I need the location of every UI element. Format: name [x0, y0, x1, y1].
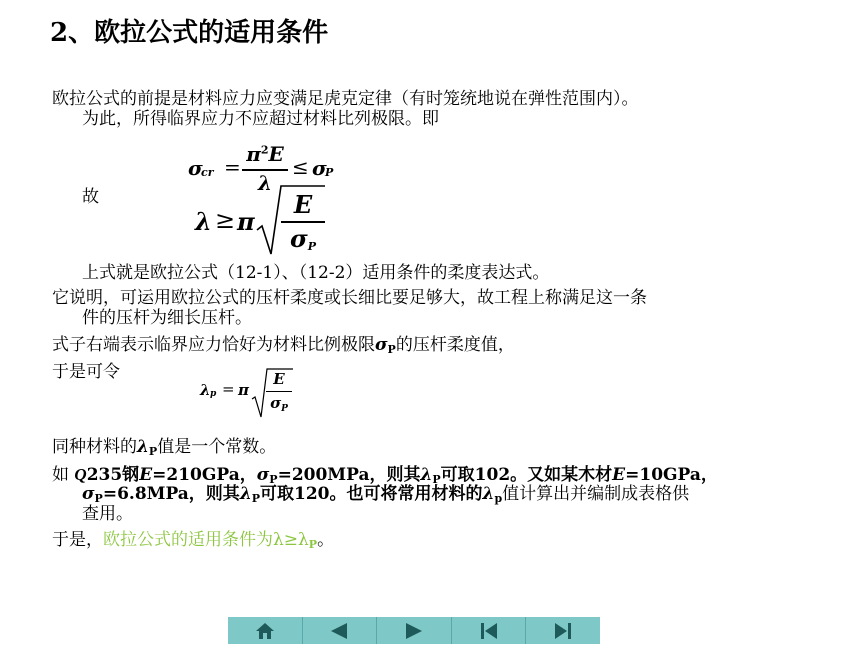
text: =6.8MPa，则其 — [102, 484, 240, 504]
equals-sign: = — [222, 380, 235, 398]
paragraph-7-line-1 — [52, 465, 718, 485]
p-subscript: P — [251, 492, 261, 505]
pi-symbol: π — [238, 381, 249, 399]
sigma-symbol: σ — [188, 156, 203, 180]
previous-button[interactable] — [303, 617, 378, 644]
next-button[interactable] — [377, 617, 452, 644]
p-subscript: P — [387, 343, 396, 356]
limit-slenderness-formula — [200, 365, 300, 421]
e-symbol: E — [268, 142, 284, 166]
ge-sign: ≥ — [215, 206, 236, 234]
first-icon — [478, 621, 500, 641]
text: 可取120。也可将常用材料的 — [260, 484, 483, 504]
e-symbol: E — [273, 370, 285, 388]
lambda-symbol: λ — [257, 171, 273, 195]
e-symbol: E — [612, 465, 626, 485]
home-icon — [254, 621, 276, 641]
text: 可取102。又如某木材 — [440, 465, 613, 485]
squared-superscript: 2 — [260, 143, 269, 157]
paragraph-6-text-end: 值是一个常数。 — [157, 437, 277, 457]
e-symbol: E — [293, 190, 313, 219]
therefore-label: 故 — [82, 187, 99, 207]
paragraph-2: 上式就是欧拉公式（12-1）、（12-2）适用条件的柔度表达式。 — [82, 263, 550, 283]
p-subscript: P — [94, 492, 103, 505]
slide-title: 2、欧拉公式的适用条件 — [50, 18, 329, 48]
sigma-symbol: σ — [82, 484, 95, 504]
last-icon — [552, 621, 574, 641]
p-subscript: P — [148, 445, 158, 458]
home-button[interactable] — [228, 617, 303, 644]
text: 235钢 — [86, 465, 140, 485]
le-sign: ≤ — [292, 155, 309, 179]
text: =10GPa， — [625, 465, 718, 485]
sigma-p-symbol: σ — [312, 156, 327, 180]
paragraph-3-line-1: 它说明，可运用欧拉公式的压杆柔度或长细比要足够大，故工程上称满足这一条 — [52, 288, 647, 308]
slenderness-formula — [195, 180, 335, 258]
lambda-symbol: λ — [137, 437, 149, 457]
sigma-symbol: σ — [270, 394, 282, 412]
q-symbol: Q — [74, 465, 87, 484]
next-icon — [403, 621, 425, 641]
pi-symbol: π — [246, 142, 261, 166]
highlighted-condition: 欧拉公式的适用条件为λ≥λ — [103, 530, 309, 550]
fraction-bar — [266, 391, 292, 392]
sigma-p-denominator — [281, 224, 325, 253]
lambda-symbol: λ — [239, 484, 252, 504]
cr-subscript: cr — [201, 166, 214, 179]
paragraph-4-text: 式子右端表示临界应力恰好为材料比例极限 — [52, 335, 375, 355]
paragraph-7-line-2 — [52, 485, 689, 504]
p-subscript: p — [210, 389, 217, 399]
sigma-symbol: σ — [256, 465, 270, 485]
last-button[interactable] — [526, 617, 600, 644]
text: =200MPa，则其 — [277, 465, 421, 485]
p-subscript: p — [494, 492, 503, 505]
paragraph-8 — [52, 531, 334, 550]
text: 。 — [317, 530, 335, 550]
p-subscript: P — [307, 240, 316, 253]
lambda-symbol: λ — [200, 381, 211, 399]
lambda-symbol: λ — [420, 465, 433, 485]
sigma-p-denominator — [266, 394, 292, 412]
p-subscript: P — [269, 473, 278, 486]
text: =210GPa， — [152, 465, 257, 485]
paragraph-4 — [52, 336, 515, 355]
sigma-symbol: σ — [375, 335, 388, 355]
text: 于是， — [52, 530, 103, 550]
lambda-symbol: λ — [482, 484, 495, 504]
fraction-numerator — [242, 142, 288, 166]
paragraph-6 — [52, 438, 276, 457]
paragraph-5: 于是可令 — [52, 362, 120, 382]
paragraph-4-text-end: 的压杆柔度值， — [395, 335, 515, 355]
p-subscript: P — [281, 404, 288, 414]
p-subscript: P — [325, 166, 334, 179]
paragraph-3-line-2: 件的压杆为细长压杆。 — [82, 308, 252, 328]
slide-navigation-bar — [228, 617, 600, 644]
text: 值计算出并编制成表格供 — [502, 484, 690, 504]
paragraph-1-line-1: 欧拉公式的前提是材料应力应变满足虎克定律（有时笼统地说在弹性范围内）。 — [52, 89, 639, 109]
p-subscript: P — [308, 538, 318, 551]
pi-symbol: π — [237, 207, 255, 236]
paragraph-1-line-2: 为此，所得临界应力不应超过材料比列极限。即 — [82, 109, 439, 129]
p-subscript: P — [432, 473, 441, 486]
first-button[interactable] — [452, 617, 527, 644]
e-symbol: E — [139, 465, 153, 485]
equals-sign: = — [224, 155, 241, 179]
previous-icon — [328, 621, 350, 641]
lambda-symbol: λ — [195, 207, 212, 236]
text: 如 — [52, 465, 75, 485]
fraction-bar — [281, 221, 325, 223]
paragraph-7-line-3: 查用。 — [82, 504, 133, 524]
paragraph-6-text: 同种材料的 — [52, 437, 137, 457]
sigma-symbol: σ — [290, 224, 308, 253]
